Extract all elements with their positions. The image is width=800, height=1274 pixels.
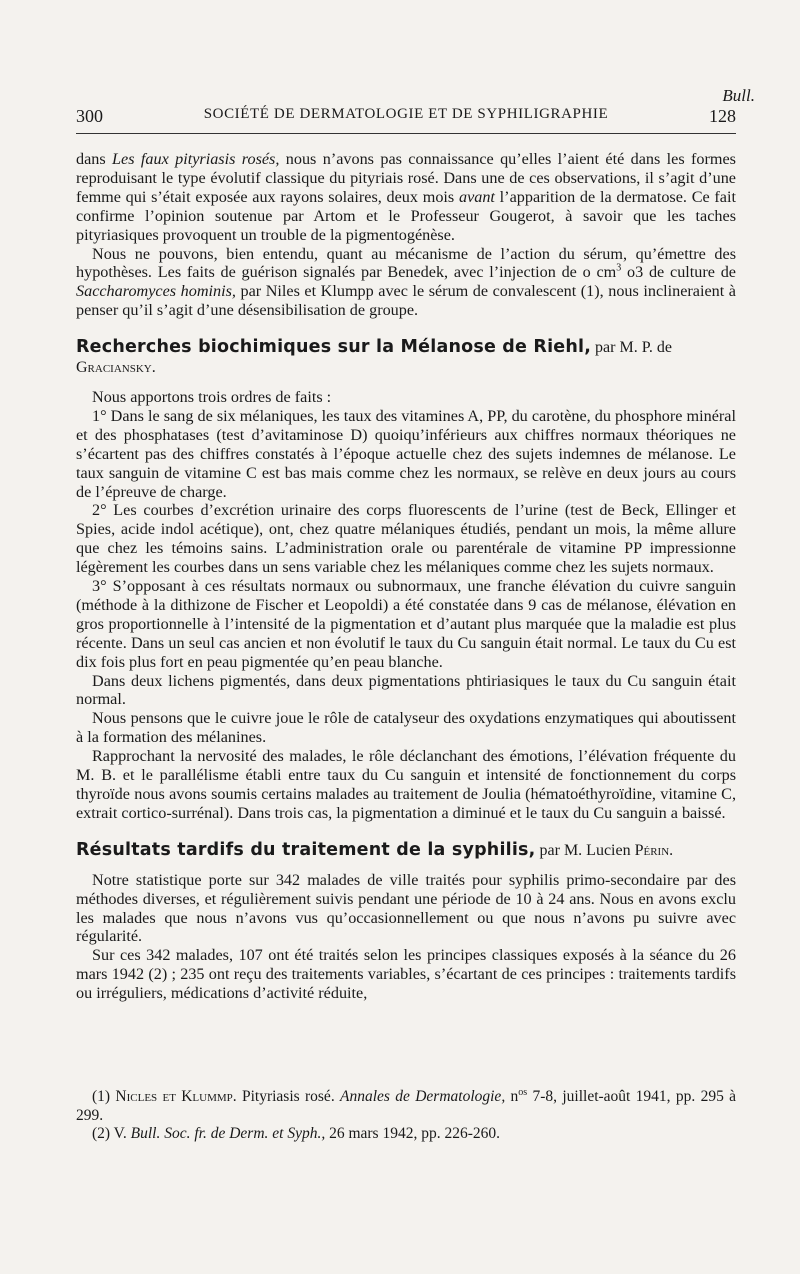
paragraph: Notre statistique porte sur 342 malades de ville traités pour syphilis primo-secondaire par des méthodes diverses, et régulièrement suivis pendant une période de 10 à 24 ans. Nous en avons exclu les malades que nous n’avons vus qu’occasionnellement ou que nous n’avons pu suivre avec régularité. bbox=[76, 870, 736, 946]
paragraph: Nous pensons que le cuivre joue le rôle de catalyseur des oxydations enzymatiques qui aboutissent à la formation des mélanines. bbox=[76, 709, 736, 747]
header-rule bbox=[76, 133, 736, 134]
section-title: Résultats tardifs du traitement de la syphilis, bbox=[76, 839, 536, 860]
paragraph: 3° S’opposant à ces résultats normaux ou subnormaux, une franche élévation du cuivre sanguin (méthode à la dithizone de Fischer et Leopoldi) a été constatée dans 9 cas de mélanose, élévation en gros proportionnelle à l’intensité de la pigmentation et d’autant plus marquée que la maladie est plus récente. Dans un seul cas ancien et non évolutif le taux du Cu sanguin était normal. Le taux du Cu est dix fois plus fort en peau pigmentée qu’en peau blanche. bbox=[76, 577, 736, 671]
footnote-1: (1) Nicles et Klummp. Pityriasis rosé. Annales de Dermatologie, $n^{os}$ 7-8, juillet-août 1941, pp. 295 à 299. bbox=[76, 1086, 737, 1124]
section-author: Graciansky bbox=[76, 359, 152, 377]
paragraph: 2° Les courbes d’excrétion urinaire des corps fluorescents de l’urine (test de Beck, Ellinger et Spies, acide indol acétique), ont, chez quatre mélaniques étudiés, pendant un mois, la même allure que chez les témoins sains. L’administration orale ou parentérale de vitamine PP impressionne légèrement les courbes dans un sens variable chez les mélaniques comme chez les sujets normaux. bbox=[76, 501, 736, 577]
issue-number: 128 bbox=[709, 106, 736, 126]
footnotes bbox=[76, 1088, 736, 1144]
paragraph: Sur ces 342 malades, 107 ont été traités selon les principes classiques exposés à la séance du 26 mars 1942 (2) ; 235 ont reçu des traitements variables, s’écartant de ces principes : traitements tardifs ou irréguliers, médications d’activité réduite, bbox=[76, 946, 736, 1003]
page-number: 300 bbox=[76, 106, 103, 126]
intro-paragraph: Nous ne pouvons, bien entendu, quant au mécanisme de l’action du sérum, qu’émettre des hypothèses. Les faits de guérison signalés par Benedek, avec l’injection de o $cm^3$ o3 de culture de Saccharomyces hominis, par Niles et Klumpp avec le sérum de convalescent (1), nous inclineraient à penser qu’il s’agit d’une désensibilisation de groupe. bbox=[76, 244, 736, 320]
section-heading-syphilis: Résultats tardifs du traitement de la syphilis, par M. Lucien Périn. bbox=[76, 839, 674, 860]
paragraph: Nous apportons trois ordres de faits : bbox=[92, 387, 332, 406]
section-title: Recherches biochimiques sur la Mélanose de Riehl, bbox=[76, 337, 592, 358]
article-body bbox=[76, 150, 736, 1003]
running-title: SOCIÉTÉ DE DERMATOLOGIE ET DE SYPHILIGRAPHIE bbox=[203, 106, 609, 122]
section-author: Périn bbox=[634, 841, 670, 859]
section-heading-melanose: Recherches biochimiques sur la Mélanose de Riehl, par M. P. de Graciansky. bbox=[76, 337, 672, 377]
intro-paragraph: dans Les faux pityriasis rosés, nous n’avons pas connaissance qu’elles l’aient été dans les formes reproduisant le type évolutif classique du pityriais rosé. Dans une de ces observations, il s’agit d’une femme qui s’était exposée aux rayons solaires, deux mois avant l’apparition de la dermatose. Ce fait confirme l’opinion soutenue par Artom et le Professeur Gougerot, à savoir que les taches pityriasiques provoquent un trouble de la pigmentogénèse. bbox=[76, 150, 736, 244]
paragraph: Rapprochant la nervosité des malades, le rôle déclanchant des émotions, l’élévation fréquente du M. B. et le parallélisme établi entre taux du Cu sanguin et intensité de fonctionnement du corps thyroïde nous avons soumis certains malades au traitement de Joulia (hématoéthyroïdine, vitamine C, extrait cortico-surrénal). Dans trois cas, la pigmentation a diminué et le taux du Cu sanguin a baissé. bbox=[76, 747, 736, 822]
paragraph: Dans deux lichens pigmentés, dans deux pigmentations phtiriasiques le taux du Cu sanguin était normal. bbox=[76, 671, 736, 709]
bulletin-marker: Bull. bbox=[722, 86, 755, 105]
paragraph: 1° Dans le sang de six mélaniques, les taux des vitamines A, PP, du carotène, du phosphore minéral et des phosphatases (test d’avitaminose D) quoiqu’inférieurs aux chiffres normaux théoriques ne s’écartent pas des chiffres constatés à l’époque actuelle chez des sujets indemnes de mélanose. Le taux sanguin de vitamine C est bas mais comme chez les normaux, se relève en deux jours au cours de l’épreuve de charge. bbox=[76, 406, 736, 501]
footnote-2: (2) V. Bull. Soc. fr. de Derm. et Syph., 26 mars 1942, pp. 226-260. bbox=[92, 1125, 500, 1143]
running-header bbox=[76, 106, 736, 128]
